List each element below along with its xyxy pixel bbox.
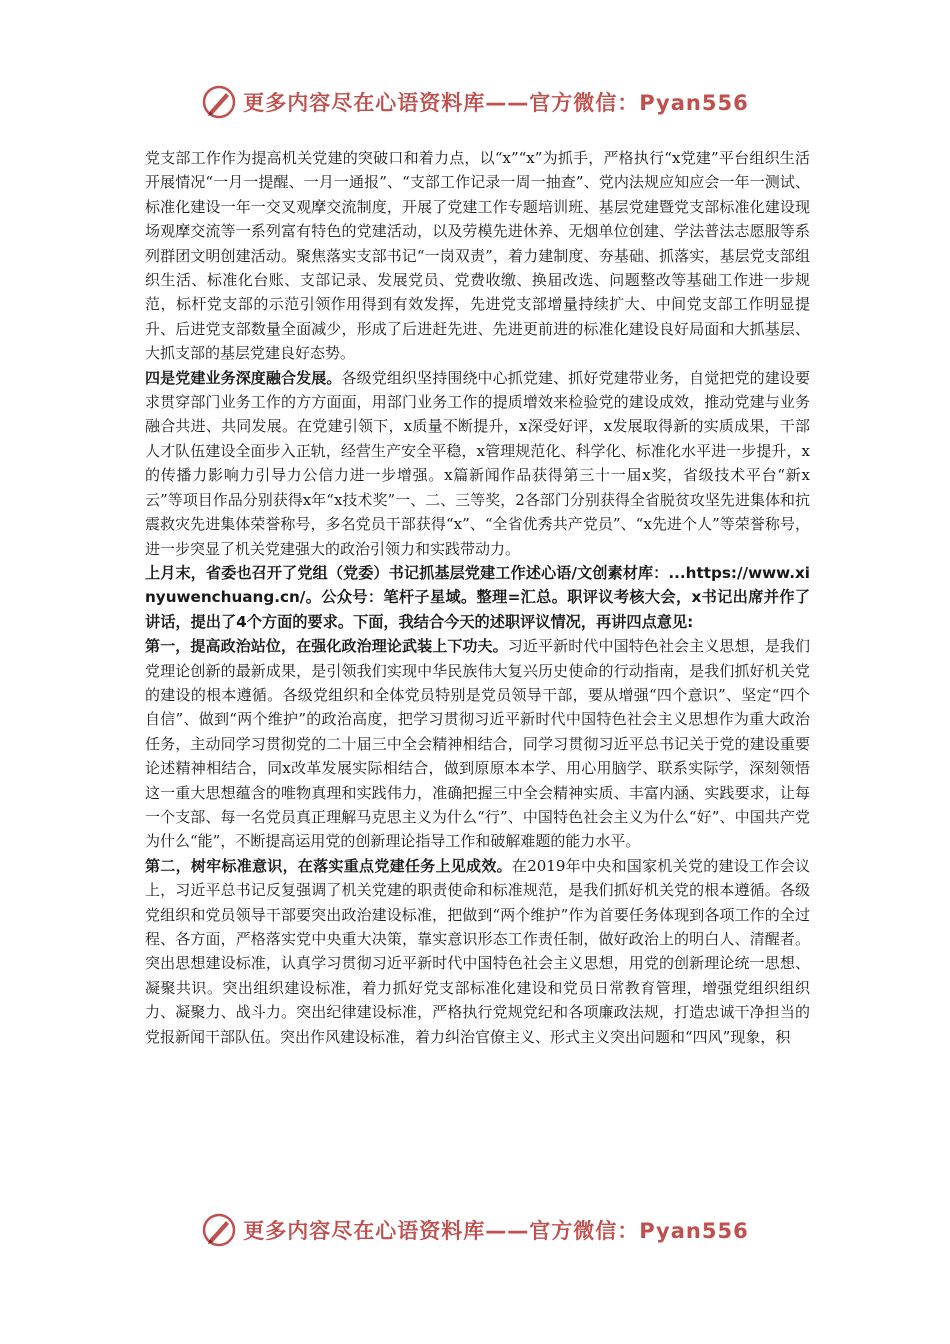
paragraph-text: 上月末，省委也召开了党组（党委）书记抓基层党建工作述心语/文创素材库：...https://www.xinyuwenchuang.cn/。公众号：笔杆子星域。整理=汇总。职评议考核大会，x书记出席并作了讲话，提出了4个方面的要求。下面，我结合今天的述职评议情况，再讲四点意见: — [145, 563, 810, 631]
document-body — [145, 146, 810, 1049]
paragraph — [145, 561, 810, 634]
footer-banner-text: 更多内容尽在心语资料库——官方微信：Pyan556 — [243, 1219, 749, 1243]
pen-logo-icon — [201, 1212, 237, 1248]
paragraph-lead: 四是党建业务深度融合发展。 — [145, 368, 342, 387]
header-banner-text: 更多内容尽在心语资料库——官方微信：Pyan556 — [243, 91, 749, 115]
paragraph-lead: 第一，提高政治站位，在强化政治理论武装上下功夫。 — [145, 637, 508, 656]
paragraph — [145, 854, 810, 1049]
header-watermark-banner — [0, 80, 950, 124]
paragraph — [145, 366, 810, 561]
paragraph — [145, 146, 810, 366]
paragraph-text: 在2019年中央和国家机关党的建设工作会议上，习近平总书记反复强调了机关党建的职责使命和标准规范，是我们抓好机关党的根本遵循。各级党组织和党员领导干部要突出政治建设标准，把做到“两个维护”作为首要任务体现到各项工作的全过程、各方面，严格落实党中央重大决策，靠实意识形态工作责任制，做好政治上的明白人、清醒者。突出思想建设标准，认真学习贯彻习近平新时代中国特色社会主义思想，用党的创新理论统一思想、凝聚共识。突出组织建设标准，着力抓好党支部标准化建设和党员日常教育管理，增强党组织组织力、凝聚力、战斗力。突出纪律建设标准，严格执行党规党纪和各项廉政法规，打造忠诚干净担当的党报新闻干部队伍。突出作风建设标准，着力纠治官僚主义、形式主义突出问题和“四风”现象，积 — [145, 856, 810, 1046]
paragraph-text: 习近平新时代中国特色社会主义思想，是我们党理论创新的最新成果，是引领我们实现中华民族伟大复兴历史使命的行动指南，是我们抓好机关党的建设的根本遵循。各级党组织和全体党员特别是党员领导干部，要从增强“四个意识”、坚定“四个自信”、做到“两个维护”的政治高度，把学习贯彻习近平新时代中国特色社会主义思想作为重大政治任务，主动同学习贯彻党的二十届三中全会精神相结合，同学习贯彻习近平总书记关于党的建设重要论述精神相结合，同x改革发展实际相结合，做到原原本本学、用心用脑学、联系实际学，深刻领悟这一重大思想蕴含的唯物真理和实践伟力，准确把握三中全会精神实质、丰富内涵、实践要求，让每一个支部、每一名党员真正理解马克思主义为什么“行”、中国特色社会主义为什么“好”、中国共产党为什么“能”，不断提高运用党的创新理论指导工作和破解难题的能力水平。 — [145, 637, 810, 851]
paragraph — [145, 634, 810, 854]
pen-logo-icon — [201, 84, 237, 120]
paragraph-text: 各级党组织坚持围绕中心抓党建、抓好党建带业务，自觉把党的建设要求贯穿部门业务工作的方方面面，用部门业务工作的提质增效来检验党的建设成效，推动党建与业务融合共进、共同发展。在党建引领下，x质量不断提升，x深受好评，x发展取得新的实质成果，干部人才队伍建设全面步入正轨，经营生产安全平稳，x管理规范化、科学化、标准化水平进一步提升，x的传播力影响力引导力公信力进一步增强。x篇新闻作品获得第三十一届x奖，省级技术平台“新x云”等项目作品分别获得x年“x技术奖”一、二、三等奖，2各部门分别获得全省脱贫攻坚先进集体和抗震救灾先进集体荣誉称号，多名党员干部获得“x”、“全省优秀共产党员”、“x先进个人”等荣誉称号，进一步突显了机关党建强大的政治引领力和实践带动力。 — [145, 368, 810, 558]
paragraph-lead: 第二，树牢标准意识，在落实重点党建任务上见成效。 — [145, 856, 512, 875]
footer-watermark-banner — [0, 1208, 950, 1252]
paragraph-text: 党支部工作作为提高机关党建的突破口和着力点，以“x”“x”为抓手，严格执行“x党建”平台组织生活开展情况“一月一提醒、一月一通报”、“支部工作记录一周一抽查”、党内法规应知应会一年一测试、标准化建设一年一交叉观摩交流制度，开展了党建工作专题培训班、基层党建暨党支部标准化建设现场观摩交流等一系列富有特色的党建活动，以及劳模先进休养、无烟单位创建、学法普法志愿服等系列群团文明创建活动。聚焦落实支部书记“一岗双责”，着力建制度、夯基础、抓落实，基层党支部组织生活、标准化台账、支部记录、发展党员、党费收缴、换届改选、问题整改等基础工作进一步规范，标杆党支部的示范引领作用得到有效发挥，先进党支部增量持续扩大、中间党支部工作明显提升、后进党支部数量全面减少，形成了后进赶先进、先进更前进的标准化建设良好局面和大抓基层、大抓支部的基层党建良好态势。 — [145, 149, 810, 363]
